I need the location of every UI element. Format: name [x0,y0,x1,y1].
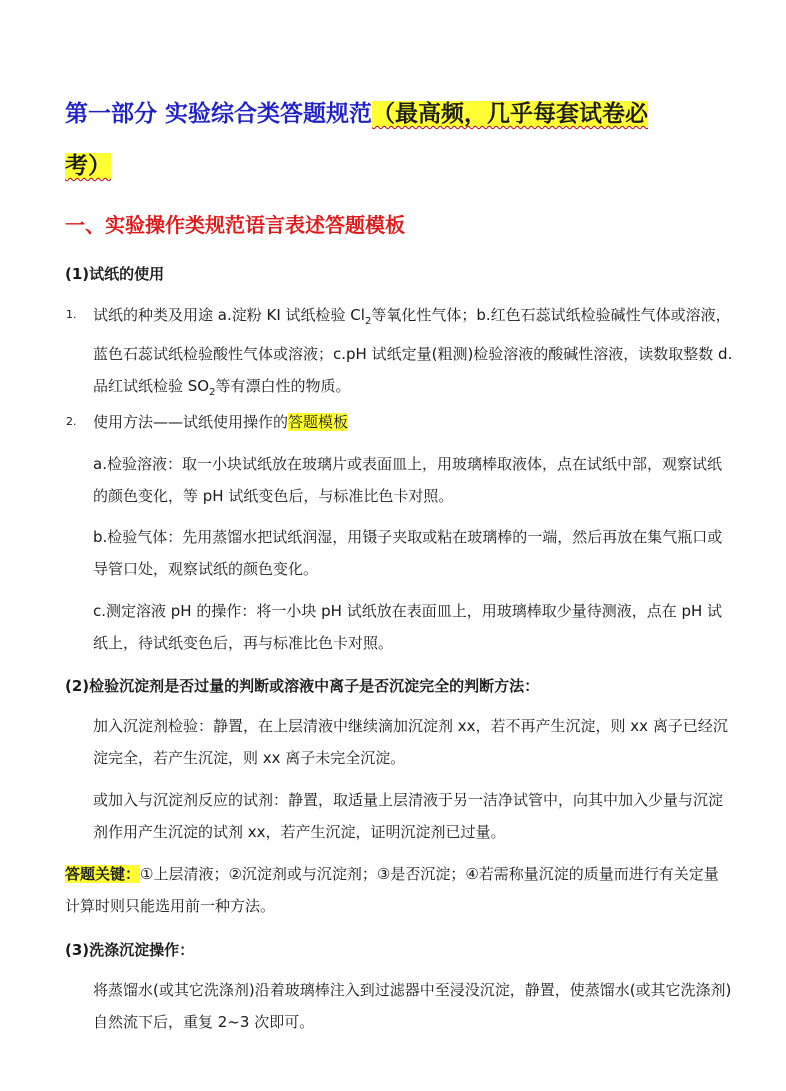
section-heading: 一、实验操作类规范语言表述答题模板 [65,213,405,237]
subsection-heading-2: (2)检验沉淀剂是否过量的判断或溶液中离子是否沉淀完全的判断方法： [65,677,540,695]
part-title-highlight-2: 考） [65,153,111,179]
subscript-2b: 2 [209,387,216,398]
item1-text-b: 等氧化性气体；b.红色石蕊试纸检验碱性气体或溶液，蓝色石蕊试纸检验酸性气体或溶液；c.pH 试纸定量(粗测)检验溶液的酸碱性溶液，读数取整数 d.品红试纸检验 SO [93,306,733,395]
subsection-heading-1: (1)试纸的使用 [65,265,165,283]
part-title-highlight: （最高频，几乎每套试卷必 [372,101,649,127]
list-number-1: 1. [66,308,77,321]
answer-key [65,858,733,922]
list-item-1 [93,299,733,409]
item2-text: 使用方法——试纸使用操作的 [93,413,289,431]
s2-paragraph-1: 加入沉淀剂检验：静置，在上层清液中继续滴加沉淀剂 xx，若不再产生沉淀，则 xx 离子已经沉淀完全，若产生沉淀，则 xx 离子未完全沉淀。 [93,717,728,767]
list-number-2: 2. [66,415,77,428]
method-a: a.检验溶液：取一小块试纸放在玻璃片或表面皿上，用玻璃棒取液体，点在试纸中部，观察试纸的颜色变化，等 pH 试纸变色后，与标准比色卡对照。 [93,455,722,505]
method-c: c.测定溶液 pH 的操作：将一小块 pH 试纸放在表面皿上，用玻璃棒取少量待测液，点在 pH 试纸上，待试纸变色后，再与标准比色卡对照。 [93,602,723,652]
list-item-2 [93,406,733,438]
subscript-2: 2 [364,316,372,327]
part-title [65,88,745,192]
subsection-heading-3: (3)洗涤沉淀操作： [65,941,195,959]
s3-paragraph-1: 将蒸馏水(或其它洗涤剂)沿着玻璃棒注入到过滤器中至浸没沉淀，静置，使蒸馏水(或其它洗涤剂)自然流下后，重复 2~3 次即可。 [93,981,732,1031]
s2-paragraph-2: 或加入与沉淀剂反应的试剂：静置，取适量上层清液于另一洁净试管中，向其中加入少量与沉淀剂作用产生沉淀的试剂 xx，若产生沉淀，证明沉淀剂已过量。 [93,791,724,841]
item1-text-c: 等有漂白性的物质。 [215,377,351,395]
answer-key-text: ①上层清液；②沉淀剂或与沉淀剂；③是否沉淀；④若需称量沉淀的质量而进行有关定量计算时则只能选用前一种方法。 [65,865,719,915]
answer-key-label: 答题关键： [65,865,141,883]
item1-text-a: 试纸的种类及用途 a.淀粉 KI 试纸检验 Cl [93,306,365,324]
part-title-main: 第一部分 实验综合类答题规范 [65,101,373,127]
method-b: b.检验气体：先用蒸馏水把试纸润湿，用镊子夹取或粘在玻璃棒的一端，然后再放在集气瓶口或导管口处，观察试纸的颜色变化。 [93,528,723,578]
item2-highlight: 答题模板 [288,413,349,431]
